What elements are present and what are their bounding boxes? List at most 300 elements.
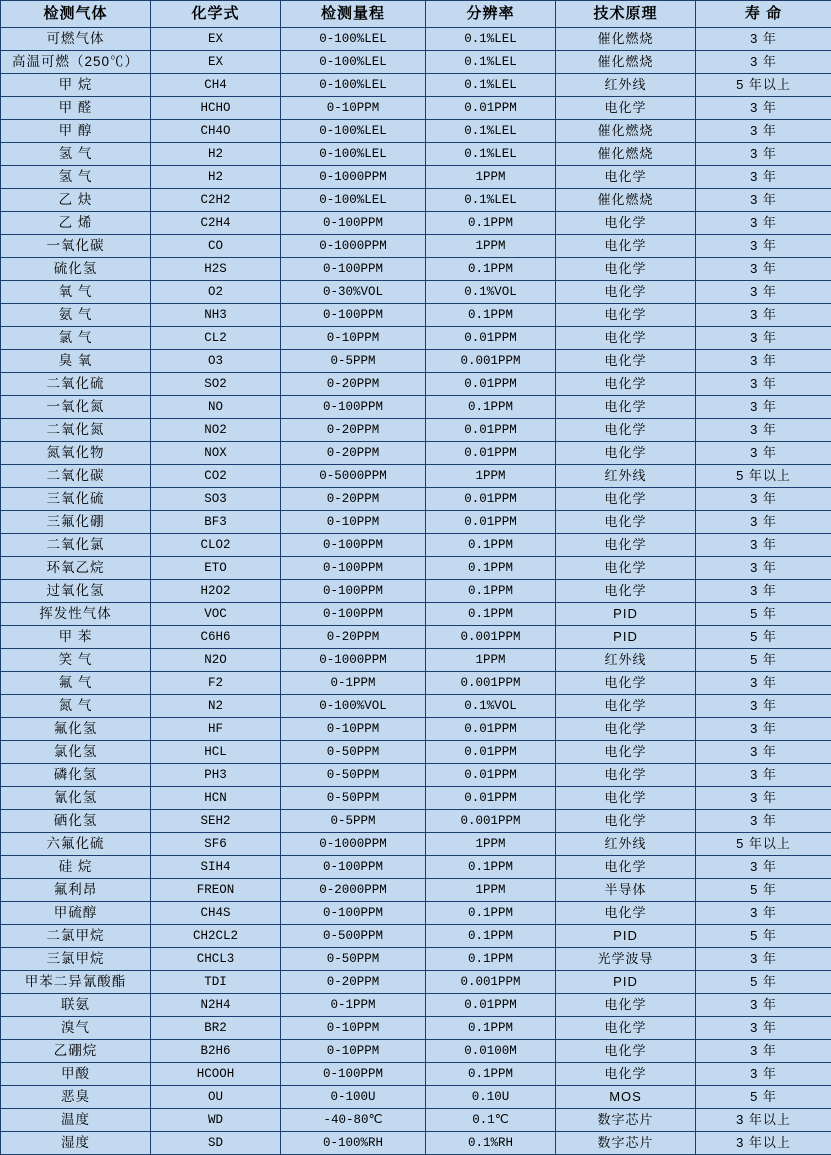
cell-technology: 电化学 bbox=[556, 787, 696, 810]
cell-technology: 电化学 bbox=[556, 235, 696, 258]
cell-technology: 电化学 bbox=[556, 511, 696, 534]
cell-technology: 催化燃烧 bbox=[556, 189, 696, 212]
cell-gas: 氟利昂 bbox=[1, 879, 151, 902]
cell-range: 0-100%LEL bbox=[281, 74, 426, 97]
cell-resolution: 0.1PPM bbox=[426, 396, 556, 419]
cell-range: 0-100PPM bbox=[281, 396, 426, 419]
cell-range: 0-50PPM bbox=[281, 948, 426, 971]
cell-range: 0-20PPM bbox=[281, 626, 426, 649]
cell-resolution: 0.1%VOL bbox=[426, 695, 556, 718]
cell-technology: 电化学 bbox=[556, 97, 696, 120]
table-row bbox=[1, 833, 831, 856]
cell-gas: 甲 苯 bbox=[1, 626, 151, 649]
cell-resolution: 1PPM bbox=[426, 235, 556, 258]
cell-formula: HF bbox=[151, 718, 281, 741]
cell-formula: CO2 bbox=[151, 465, 281, 488]
cell-formula: NO2 bbox=[151, 419, 281, 442]
cell-lifespan: 3 年 bbox=[696, 442, 831, 465]
cell-range: 0-100%LEL bbox=[281, 120, 426, 143]
cell-resolution: 0.001PPM bbox=[426, 350, 556, 373]
cell-gas: 硫化氢 bbox=[1, 258, 151, 281]
cell-resolution: 0.01PPM bbox=[426, 442, 556, 465]
table-row bbox=[1, 603, 831, 626]
cell-resolution: 0.1PPM bbox=[426, 948, 556, 971]
cell-resolution: 0.1PPM bbox=[426, 603, 556, 626]
cell-resolution: 0.1PPM bbox=[426, 534, 556, 557]
cell-range: 0-1000PPM bbox=[281, 649, 426, 672]
cell-technology: 电化学 bbox=[556, 396, 696, 419]
cell-resolution: 0.001PPM bbox=[426, 672, 556, 695]
cell-range: 0-50PPM bbox=[281, 764, 426, 787]
cell-technology: 电化学 bbox=[556, 672, 696, 695]
table-row bbox=[1, 51, 831, 74]
cell-range: 0-10PPM bbox=[281, 718, 426, 741]
cell-resolution: 1PPM bbox=[426, 879, 556, 902]
cell-gas: 氯化氢 bbox=[1, 741, 151, 764]
cell-range: 0-100PPM bbox=[281, 1063, 426, 1086]
cell-technology: 电化学 bbox=[556, 1063, 696, 1086]
cell-lifespan: 3 年 bbox=[696, 557, 831, 580]
cell-formula: SF6 bbox=[151, 833, 281, 856]
table-row bbox=[1, 97, 831, 120]
cell-resolution: 0.01PPM bbox=[426, 764, 556, 787]
cell-lifespan: 3 年 bbox=[696, 258, 831, 281]
cell-range: 0-1PPM bbox=[281, 672, 426, 695]
table-row bbox=[1, 649, 831, 672]
table-row bbox=[1, 810, 831, 833]
cell-gas: 溴气 bbox=[1, 1017, 151, 1040]
cell-range: 0-1000PPM bbox=[281, 833, 426, 856]
cell-formula: EX bbox=[151, 28, 281, 51]
cell-resolution: 0.01PPM bbox=[426, 419, 556, 442]
cell-lifespan: 3 年 bbox=[696, 994, 831, 1017]
cell-resolution: 0.001PPM bbox=[426, 810, 556, 833]
cell-range: 0-30%VOL bbox=[281, 281, 426, 304]
cell-lifespan: 5 年 bbox=[696, 971, 831, 994]
cell-range: 0-5000PPM bbox=[281, 465, 426, 488]
cell-resolution: 0.1PPM bbox=[426, 902, 556, 925]
cell-gas: 臭 氧 bbox=[1, 350, 151, 373]
table-row bbox=[1, 902, 831, 925]
cell-resolution: 1PPM bbox=[426, 465, 556, 488]
cell-range: 0-100PPM bbox=[281, 258, 426, 281]
cell-lifespan: 3 年 bbox=[696, 902, 831, 925]
cell-lifespan: 5 年 bbox=[696, 649, 831, 672]
cell-range: -40-80℃ bbox=[281, 1109, 426, 1132]
cell-lifespan: 3 年 bbox=[696, 235, 831, 258]
table-row bbox=[1, 327, 831, 350]
cell-gas: 甲苯二异氰酸酯 bbox=[1, 971, 151, 994]
cell-formula: CH4O bbox=[151, 120, 281, 143]
cell-resolution: 0.1%RH bbox=[426, 1132, 556, 1155]
cell-lifespan: 3 年 bbox=[696, 28, 831, 51]
cell-lifespan: 3 年 bbox=[696, 281, 831, 304]
cell-lifespan: 3 年 bbox=[696, 373, 831, 396]
table-row bbox=[1, 971, 831, 994]
column-header-formula: 化学式 bbox=[151, 1, 281, 28]
cell-resolution: 0.01PPM bbox=[426, 718, 556, 741]
cell-technology: 数字芯片 bbox=[556, 1109, 696, 1132]
cell-gas: 氢 气 bbox=[1, 143, 151, 166]
cell-range: 0-500PPM bbox=[281, 925, 426, 948]
cell-formula: CO bbox=[151, 235, 281, 258]
table-header-row bbox=[1, 1, 831, 28]
cell-technology: 电化学 bbox=[556, 580, 696, 603]
cell-range: 0-20PPM bbox=[281, 971, 426, 994]
cell-gas: 乙 炔 bbox=[1, 189, 151, 212]
cell-technology: PID bbox=[556, 925, 696, 948]
cell-formula: WD bbox=[151, 1109, 281, 1132]
cell-lifespan: 5 年 bbox=[696, 626, 831, 649]
cell-resolution: 0.1℃ bbox=[426, 1109, 556, 1132]
cell-resolution: 0.1%LEL bbox=[426, 120, 556, 143]
cell-resolution: 0.1PPM bbox=[426, 1017, 556, 1040]
cell-lifespan: 3 年 bbox=[696, 488, 831, 511]
cell-gas: 硅 烷 bbox=[1, 856, 151, 879]
cell-formula: H2 bbox=[151, 143, 281, 166]
cell-resolution: 0.001PPM bbox=[426, 626, 556, 649]
table-header bbox=[1, 1, 831, 28]
cell-range: 0-100PPM bbox=[281, 557, 426, 580]
cell-lifespan: 3 年 bbox=[696, 787, 831, 810]
cell-lifespan: 3 年以上 bbox=[696, 1132, 831, 1155]
cell-range: 0-1000PPM bbox=[281, 235, 426, 258]
table-row bbox=[1, 557, 831, 580]
cell-formula: ETO bbox=[151, 557, 281, 580]
table-row bbox=[1, 1086, 831, 1109]
cell-resolution: 0.1PPM bbox=[426, 1063, 556, 1086]
cell-formula: TDI bbox=[151, 971, 281, 994]
table-row bbox=[1, 718, 831, 741]
cell-resolution: 0.01PPM bbox=[426, 327, 556, 350]
column-header-lifespan: 寿 命 bbox=[696, 1, 831, 28]
cell-technology: 电化学 bbox=[556, 810, 696, 833]
cell-formula: FREON bbox=[151, 879, 281, 902]
cell-gas: 乙 烯 bbox=[1, 212, 151, 235]
cell-range: 0-100%LEL bbox=[281, 28, 426, 51]
cell-resolution: 0.0100M bbox=[426, 1040, 556, 1063]
cell-range: 0-100%VOL bbox=[281, 695, 426, 718]
cell-formula: B2H6 bbox=[151, 1040, 281, 1063]
cell-formula: N2O bbox=[151, 649, 281, 672]
cell-resolution: 0.1%LEL bbox=[426, 74, 556, 97]
cell-technology: 电化学 bbox=[556, 534, 696, 557]
cell-formula: CHCL3 bbox=[151, 948, 281, 971]
cell-formula: CH4 bbox=[151, 74, 281, 97]
cell-formula: NOX bbox=[151, 442, 281, 465]
cell-lifespan: 3 年 bbox=[696, 856, 831, 879]
cell-resolution: 0.1PPM bbox=[426, 580, 556, 603]
cell-resolution: 0.1PPM bbox=[426, 856, 556, 879]
table-row bbox=[1, 994, 831, 1017]
cell-range: 0-50PPM bbox=[281, 787, 426, 810]
cell-technology: 电化学 bbox=[556, 488, 696, 511]
cell-range: 0-20PPM bbox=[281, 488, 426, 511]
cell-technology: 电化学 bbox=[556, 741, 696, 764]
table-row bbox=[1, 74, 831, 97]
cell-range: 0-10PPM bbox=[281, 511, 426, 534]
cell-technology: PID bbox=[556, 626, 696, 649]
cell-range: 0-10PPM bbox=[281, 1040, 426, 1063]
cell-resolution: 0.01PPM bbox=[426, 741, 556, 764]
cell-formula: CH2CL2 bbox=[151, 925, 281, 948]
cell-resolution: 0.1%LEL bbox=[426, 143, 556, 166]
cell-formula: NO bbox=[151, 396, 281, 419]
cell-resolution: 0.01PPM bbox=[426, 97, 556, 120]
cell-gas: 氧 气 bbox=[1, 281, 151, 304]
cell-gas: 氮 气 bbox=[1, 695, 151, 718]
cell-technology: 红外线 bbox=[556, 833, 696, 856]
table-row bbox=[1, 764, 831, 787]
table-row bbox=[1, 1132, 831, 1155]
cell-range: 0-5PPM bbox=[281, 350, 426, 373]
cell-resolution: 0.1PPM bbox=[426, 925, 556, 948]
cell-resolution: 0.1PPM bbox=[426, 258, 556, 281]
table-row bbox=[1, 465, 831, 488]
cell-range: 0-100%LEL bbox=[281, 51, 426, 74]
table-row bbox=[1, 350, 831, 373]
cell-gas: 二氯甲烷 bbox=[1, 925, 151, 948]
cell-resolution: 0.1%VOL bbox=[426, 281, 556, 304]
cell-range: 0-100PPM bbox=[281, 580, 426, 603]
cell-gas: 湿度 bbox=[1, 1132, 151, 1155]
cell-gas: 二氧化氯 bbox=[1, 534, 151, 557]
column-header-range: 检测量程 bbox=[281, 1, 426, 28]
cell-lifespan: 5 年 bbox=[696, 603, 831, 626]
cell-gas: 高温可燃（250℃） bbox=[1, 51, 151, 74]
cell-technology: 电化学 bbox=[556, 258, 696, 281]
cell-gas: 硒化氢 bbox=[1, 810, 151, 833]
cell-gas: 二氧化碳 bbox=[1, 465, 151, 488]
table-row bbox=[1, 304, 831, 327]
cell-lifespan: 3 年 bbox=[696, 212, 831, 235]
cell-formula: SEH2 bbox=[151, 810, 281, 833]
cell-formula: H2 bbox=[151, 166, 281, 189]
cell-technology: 电化学 bbox=[556, 212, 696, 235]
cell-range: 0-100U bbox=[281, 1086, 426, 1109]
table-row bbox=[1, 281, 831, 304]
table-row bbox=[1, 856, 831, 879]
cell-gas: 过氧化氢 bbox=[1, 580, 151, 603]
cell-gas: 联氨 bbox=[1, 994, 151, 1017]
table-row bbox=[1, 534, 831, 557]
cell-formula: H2O2 bbox=[151, 580, 281, 603]
cell-lifespan: 3 年 bbox=[696, 51, 831, 74]
cell-technology: 电化学 bbox=[556, 1040, 696, 1063]
column-header-resolution: 分辨率 bbox=[426, 1, 556, 28]
table-row bbox=[1, 787, 831, 810]
cell-lifespan: 3 年 bbox=[696, 120, 831, 143]
table-row bbox=[1, 580, 831, 603]
cell-range: 0-100%LEL bbox=[281, 143, 426, 166]
cell-formula: F2 bbox=[151, 672, 281, 695]
cell-range: 0-2000PPM bbox=[281, 879, 426, 902]
cell-range: 0-20PPM bbox=[281, 442, 426, 465]
cell-gas: 磷化氢 bbox=[1, 764, 151, 787]
table-row bbox=[1, 695, 831, 718]
cell-gas: 三氯甲烷 bbox=[1, 948, 151, 971]
table-row bbox=[1, 442, 831, 465]
column-header-technology: 技术原理 bbox=[556, 1, 696, 28]
cell-technology: 红外线 bbox=[556, 649, 696, 672]
table-row bbox=[1, 1109, 831, 1132]
cell-formula: EX bbox=[151, 51, 281, 74]
cell-resolution: 0.1%LEL bbox=[426, 51, 556, 74]
cell-formula: SIH4 bbox=[151, 856, 281, 879]
cell-range: 0-100PPM bbox=[281, 902, 426, 925]
cell-range: 0-100PPM bbox=[281, 856, 426, 879]
cell-formula: SO3 bbox=[151, 488, 281, 511]
cell-technology: 电化学 bbox=[556, 304, 696, 327]
cell-lifespan: 3 年 bbox=[696, 166, 831, 189]
cell-lifespan: 3 年 bbox=[696, 350, 831, 373]
cell-formula: HCL bbox=[151, 741, 281, 764]
cell-technology: 电化学 bbox=[556, 350, 696, 373]
cell-gas: 六氟化硫 bbox=[1, 833, 151, 856]
table-row bbox=[1, 419, 831, 442]
cell-lifespan: 3 年 bbox=[696, 672, 831, 695]
cell-gas: 挥发性气体 bbox=[1, 603, 151, 626]
table-row bbox=[1, 741, 831, 764]
cell-gas: 一氧化氮 bbox=[1, 396, 151, 419]
cell-technology: 电化学 bbox=[556, 442, 696, 465]
table-row bbox=[1, 28, 831, 51]
cell-gas: 一氧化碳 bbox=[1, 235, 151, 258]
cell-technology: 电化学 bbox=[556, 902, 696, 925]
cell-resolution: 0.1PPM bbox=[426, 557, 556, 580]
table-row bbox=[1, 948, 831, 971]
cell-resolution: 1PPM bbox=[426, 649, 556, 672]
cell-range: 0-20PPM bbox=[281, 373, 426, 396]
cell-lifespan: 3 年 bbox=[696, 304, 831, 327]
cell-gas: 三氧化硫 bbox=[1, 488, 151, 511]
cell-technology: 半导体 bbox=[556, 879, 696, 902]
cell-gas: 氟化氢 bbox=[1, 718, 151, 741]
cell-technology: 电化学 bbox=[556, 718, 696, 741]
cell-range: 0-10PPM bbox=[281, 97, 426, 120]
cell-gas: 氢 气 bbox=[1, 166, 151, 189]
table-row bbox=[1, 1063, 831, 1086]
cell-lifespan: 3 年 bbox=[696, 718, 831, 741]
cell-lifespan: 3 年 bbox=[696, 419, 831, 442]
cell-technology: MOS bbox=[556, 1086, 696, 1109]
cell-formula: VOC bbox=[151, 603, 281, 626]
cell-technology: 电化学 bbox=[556, 327, 696, 350]
table-row bbox=[1, 120, 831, 143]
cell-formula: C2H2 bbox=[151, 189, 281, 212]
cell-range: 0-5PPM bbox=[281, 810, 426, 833]
cell-formula: PH3 bbox=[151, 764, 281, 787]
cell-gas: 甲 醇 bbox=[1, 120, 151, 143]
cell-lifespan: 3 年 bbox=[696, 1017, 831, 1040]
cell-technology: 电化学 bbox=[556, 856, 696, 879]
cell-lifespan: 3 年 bbox=[696, 810, 831, 833]
cell-formula: HCOOH bbox=[151, 1063, 281, 1086]
cell-gas: 甲 烷 bbox=[1, 74, 151, 97]
cell-resolution: 0.1PPM bbox=[426, 212, 556, 235]
cell-range: 0-10PPM bbox=[281, 327, 426, 350]
cell-formula: C2H4 bbox=[151, 212, 281, 235]
cell-lifespan: 3 年 bbox=[696, 580, 831, 603]
cell-range: 0-100PPM bbox=[281, 534, 426, 557]
cell-lifespan: 3 年以上 bbox=[696, 1109, 831, 1132]
cell-lifespan: 3 年 bbox=[696, 948, 831, 971]
cell-formula: CH4S bbox=[151, 902, 281, 925]
cell-technology: 光学波导 bbox=[556, 948, 696, 971]
table-row bbox=[1, 258, 831, 281]
table-row bbox=[1, 235, 831, 258]
cell-technology: 催化燃烧 bbox=[556, 28, 696, 51]
cell-technology: PID bbox=[556, 971, 696, 994]
cell-technology: 红外线 bbox=[556, 74, 696, 97]
cell-resolution: 0.001PPM bbox=[426, 971, 556, 994]
table-body bbox=[1, 28, 831, 1155]
cell-technology: 电化学 bbox=[556, 281, 696, 304]
cell-range: 0-100PPM bbox=[281, 212, 426, 235]
cell-technology: 催化燃烧 bbox=[556, 120, 696, 143]
cell-gas: 甲硫醇 bbox=[1, 902, 151, 925]
cell-formula: CLO2 bbox=[151, 534, 281, 557]
cell-range: 0-50PPM bbox=[281, 741, 426, 764]
cell-gas: 恶臭 bbox=[1, 1086, 151, 1109]
cell-range: 0-10PPM bbox=[281, 1017, 426, 1040]
cell-technology: 催化燃烧 bbox=[556, 143, 696, 166]
cell-lifespan: 5 年以上 bbox=[696, 465, 831, 488]
cell-range: 0-100PPM bbox=[281, 603, 426, 626]
cell-technology: PID bbox=[556, 603, 696, 626]
cell-range: 0-1PPM bbox=[281, 994, 426, 1017]
cell-lifespan: 5 年以上 bbox=[696, 833, 831, 856]
cell-formula: C6H6 bbox=[151, 626, 281, 649]
cell-lifespan: 5 年 bbox=[696, 925, 831, 948]
cell-formula: OU bbox=[151, 1086, 281, 1109]
cell-gas: 环氧乙烷 bbox=[1, 557, 151, 580]
cell-gas: 三氟化硼 bbox=[1, 511, 151, 534]
cell-gas: 二氧化硫 bbox=[1, 373, 151, 396]
cell-formula: BF3 bbox=[151, 511, 281, 534]
cell-resolution: 0.01PPM bbox=[426, 787, 556, 810]
cell-formula: NH3 bbox=[151, 304, 281, 327]
cell-formula: BR2 bbox=[151, 1017, 281, 1040]
cell-gas: 甲酸 bbox=[1, 1063, 151, 1086]
cell-technology: 催化燃烧 bbox=[556, 51, 696, 74]
cell-resolution: 0.1%LEL bbox=[426, 28, 556, 51]
cell-resolution: 0.10U bbox=[426, 1086, 556, 1109]
cell-gas: 氯 气 bbox=[1, 327, 151, 350]
cell-formula: HCN bbox=[151, 787, 281, 810]
cell-formula: N2 bbox=[151, 695, 281, 718]
cell-lifespan: 3 年 bbox=[696, 695, 831, 718]
table-row bbox=[1, 189, 831, 212]
cell-gas: 笑 气 bbox=[1, 649, 151, 672]
cell-formula: H2S bbox=[151, 258, 281, 281]
table-row bbox=[1, 672, 831, 695]
cell-technology: 电化学 bbox=[556, 373, 696, 396]
table-row bbox=[1, 488, 831, 511]
cell-technology: 数字芯片 bbox=[556, 1132, 696, 1155]
cell-range: 0-20PPM bbox=[281, 419, 426, 442]
cell-range: 0-1000PPM bbox=[281, 166, 426, 189]
table-row bbox=[1, 925, 831, 948]
cell-formula: O3 bbox=[151, 350, 281, 373]
cell-lifespan: 3 年 bbox=[696, 143, 831, 166]
cell-technology: 电化学 bbox=[556, 166, 696, 189]
cell-resolution: 0.1PPM bbox=[426, 304, 556, 327]
cell-range: 0-100%LEL bbox=[281, 189, 426, 212]
cell-gas: 氟 气 bbox=[1, 672, 151, 695]
cell-formula: N2H4 bbox=[151, 994, 281, 1017]
cell-technology: 电化学 bbox=[556, 695, 696, 718]
